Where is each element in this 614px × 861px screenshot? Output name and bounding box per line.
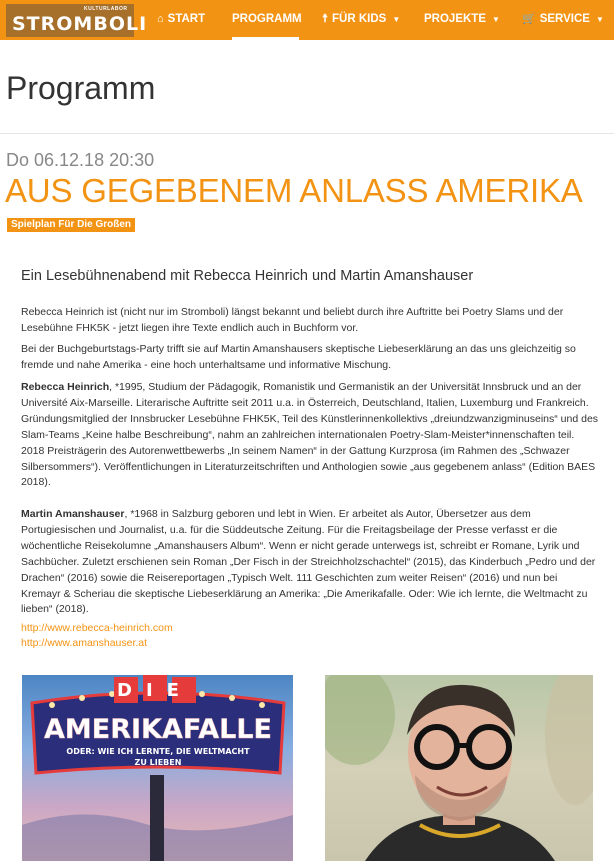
- bio-text: , *1995, Studium der Pädagogik, Romanistik und Germanistik an der Universität Innsbruck und an der Université Aix-Marseille. Literarische Auftritte seit 2011 u.a. in Österreich, Deutschland, Italien, Luxemburg und Frankreich. Gründungsmitglied der Innsbrucker Lesebühne FHK5K, Teil des Künstlerinnenkollektivs „dreiundzwanzigminuseins“ und des Slam-Teams „Keine halbe Beschreibung“, nahm an zahlreichen internationalen Poetry-Slam-Meister*innenschaften teil. 2018 Preisträgerin des Autorenwettbewerbs „In seinem Namen“ in der Gattung Kurzprosa (im Rahmen des „Schwazer Silbersommers“). Veröffentlichungen in Literaturzeitschriften und Anthologien sowie „aus gegebenem anlass“ (Edition BAES 2018).: [21, 381, 599, 489]
- top-navbar: [0, 0, 614, 40]
- book-cover-image: [22, 675, 293, 861]
- link-rebecca-heinrich[interactable]: http://www.rebecca-heinrich.com: [21, 622, 173, 634]
- book-cover-illustration: [22, 675, 293, 861]
- category-tag[interactable]: Spielplan Für Die Großen: [7, 218, 135, 232]
- logo-tagline: KULTURLABOR: [84, 6, 128, 12]
- nav-item-projekte[interactable]: [424, 0, 500, 40]
- author-portrait-image: [325, 675, 593, 861]
- link-amanshauser[interactable]: http://www.amanshauser.at: [21, 637, 148, 649]
- book-die-text: DIE: [117, 680, 193, 701]
- chevron-down-icon: ▼: [492, 15, 500, 24]
- event-title: AUS GEGEBENEM ANLASS AMERIKA: [5, 172, 583, 209]
- stromboli-logo[interactable]: [6, 4, 148, 37]
- event-date: Do 06.12.18 20:30: [6, 150, 155, 170]
- active-nav-indicator: [232, 37, 299, 40]
- home-icon: ⌂: [157, 13, 164, 25]
- bio-name: Martin Amanshauser: [21, 508, 125, 520]
- chevron-down-icon: ▼: [392, 15, 401, 24]
- bio-rebecca-heinrich: [21, 380, 599, 491]
- bio-text: , *1968 in Salzburg geboren und lebt in Wien. Er arbeitet als Autor, Übersetzer aus dem Portugiesischen und Journalist, u.a. für die Süddeutsche Zeitung. Für die Freitagsbeilage der Presse verfasst er die wöchentliche Reisekolumne „Amanshausers Album“. Wenn er nicht gerade unterwegs ist, schreibt er Romane, Lyrik und Sachbücher. Zuletzt erschienen sein Roman „Der Fisch in der Streichholzschachtel“ (2015), das Kinderbuch „Pedro und der Drachen“ (2016) sowie die Reisereportagen „Typisch Welt. 111 Geschichten zum weiter Reisen“ (2016) und nun bei Kremayr & Scheriau die skeptische Liebeserklärung an Amerika: „Die Amerikafalle. Oder: Wie ich lernte, die Weltmacht zu lieben“ (2018).: [21, 508, 596, 616]
- book-subtitle-line1: ODER: WIE ICH LERNTE, DIE WELTMACHT: [66, 747, 250, 756]
- cart-icon: 🛒: [522, 13, 536, 25]
- nav-item-service[interactable]: [522, 0, 604, 40]
- nav-item-fuer-kids[interactable]: [322, 0, 400, 40]
- event-subtitle: Ein Lesebühnenabend mit Rebecca Heinrich und Martin Amanshauser: [21, 268, 474, 284]
- logo-wordmark: STROMBOLI: [12, 13, 148, 35]
- nav-item-programm-label: PROGRAMM: [232, 13, 302, 25]
- divider: [0, 133, 614, 134]
- nav-item-projekte-label: PROJEKTE: [424, 13, 486, 25]
- bio-martin-amanshauser: [21, 507, 599, 618]
- book-title-text: AMERIKAFALLE: [44, 714, 272, 745]
- chevron-down-icon: ▼: [595, 15, 604, 24]
- child-icon: ☨: [322, 13, 328, 25]
- nav-item-start[interactable]: [157, 0, 205, 40]
- book-subtitle-line2: ZU LIEBEN: [134, 758, 182, 767]
- nav-item-start-label: START: [167, 13, 206, 25]
- description-paragraph: Bei der Buchgeburtstags-Party trifft sie auf Martin Amanshausers skeptische Liebeserklärung an das uns gleichzeitig so fremde und nahe Amerika - eine hoch unterhaltsame und informative Mischung.: [21, 343, 576, 371]
- bio-name: Rebecca Heinrich: [21, 381, 110, 393]
- intro-paragraph: Rebecca Heinrich ist (nicht nur im Stromboli) längst bekannt und beliebt durch ihre Auftritte bei Poetry Slams und der Lesebühne FHK5K - jetzt liegen ihre Texte endlich auch in Buchform vor.: [21, 306, 564, 334]
- nav-item-fuer-kids-label: FÜR KIDS: [332, 13, 387, 25]
- nav-item-service-label: SERVICE: [539, 13, 590, 25]
- nav-item-programm[interactable]: [232, 0, 302, 40]
- portrait-illustration: [325, 675, 593, 861]
- page-title: Programm: [6, 70, 156, 106]
